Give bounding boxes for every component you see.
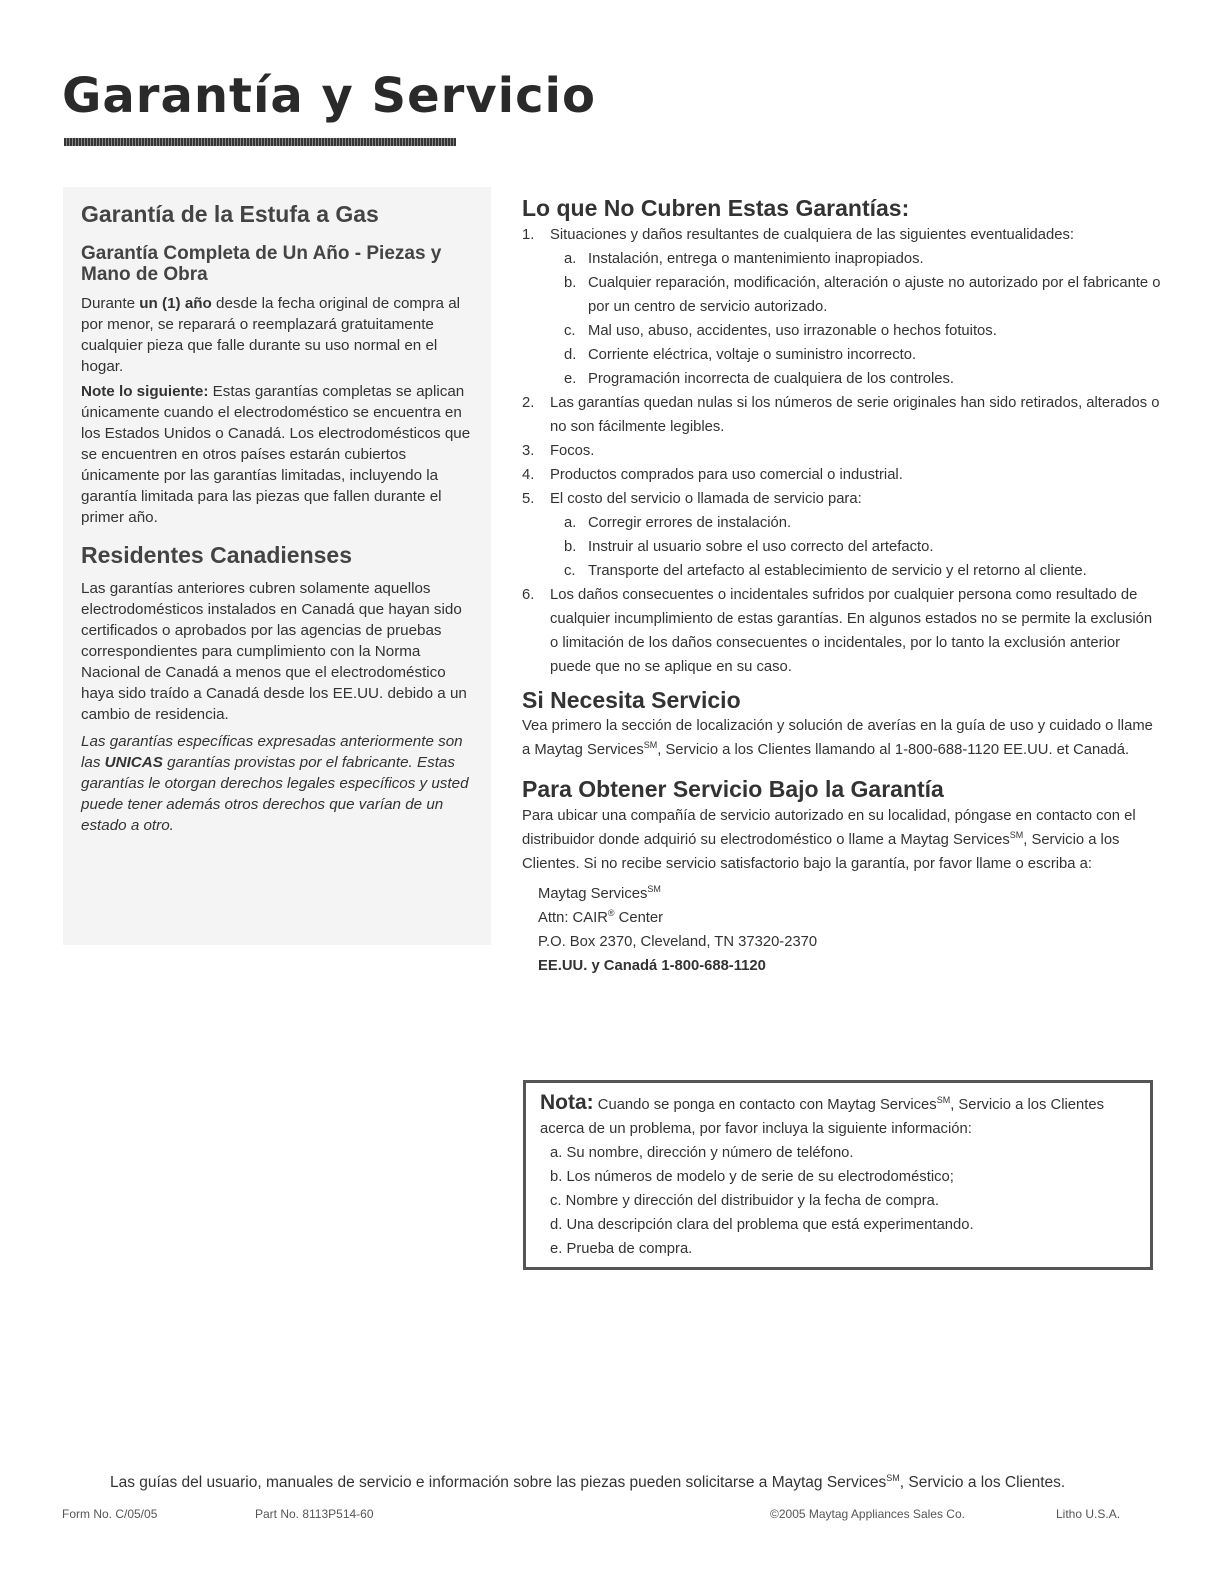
sub-item-text: Instalación, entrega o mantenimiento inapropiados. xyxy=(588,250,924,267)
not-covered-heading: Lo que No Cubren Estas Garantías: xyxy=(522,195,910,221)
sub-item xyxy=(550,247,1162,271)
not-covered-item xyxy=(522,223,1162,391)
sub-item xyxy=(550,343,1162,367)
service-heading: Si Necesita Servicio xyxy=(522,686,741,713)
not-covered-item xyxy=(522,487,1162,583)
item-text: El costo del servicio o llamada de servicio para: xyxy=(550,490,862,507)
item-number: 2. xyxy=(522,394,535,411)
warranty-paragraph: Durante un (1) año desde la fecha original de compra al por menor, se reparará o reemplazará gratuitamente cualquier pieza que falle durante su uso normal en el hogar. xyxy=(81,295,461,376)
note-item: d. Una descripción clara del problema que está experimentando. xyxy=(550,1217,974,1233)
sub-item xyxy=(550,559,1162,583)
copyright: ©2005 Maytag Appliances Sales Co. xyxy=(770,1507,965,1521)
address-line: Attn: CAIR® Center xyxy=(538,907,664,926)
item-number: 3. xyxy=(522,442,535,459)
item-text: Focos. xyxy=(550,442,595,459)
legal-rights-paragraph: Las garantías específicas expresadas anteriormente son las UNICAS garantías provistas por el fabricante. Estas garantías le otorgan derechos legales específicos y usted puede tener además otros derechos que varían de un estado a otro. xyxy=(81,732,469,834)
note-list xyxy=(540,1141,1136,1261)
item-text: Las garantías quedan nulas si los números de serie originales han sido retirados, alterados o no son fácilmente legibles. xyxy=(550,394,1160,435)
part-number: Part No. 8113P514-60 xyxy=(255,1507,374,1521)
note-box xyxy=(523,1080,1153,1270)
sub-item-letter: c. xyxy=(564,562,576,579)
item-number: 4. xyxy=(522,466,535,483)
canadian-residents-paragraph: Las garantías anteriores cubren solamente aquellos electrodomésticos instalados en Canadá que hayan sido certificados o aprobados por las agencias de pruebas correspondientes para cumplimiento con la Norma Nacional de Canadá a menos que el electrodoméstico haya sido traído a Canadá desde los EE.UU. debido a un cambio de residencia. xyxy=(81,579,467,723)
note-item: b. Los números de modelo y de serie de su electrodoméstico; xyxy=(550,1169,954,1185)
warranty-heading: Garantía de la Estufa a Gas xyxy=(81,201,379,227)
right-column xyxy=(522,195,1162,978)
not-covered-item xyxy=(522,583,1162,679)
litho: Litho U.S.A. xyxy=(1056,1507,1121,1521)
sub-item-letter: d. xyxy=(564,346,577,363)
sub-item-text: Corriente eléctrica, voltaje o suministro incorrecto. xyxy=(588,346,917,363)
address-line: Maytag Services℠ xyxy=(538,883,661,902)
not-covered-item xyxy=(522,391,1162,439)
note-item: a. Su nombre, dirección y número de teléfono. xyxy=(550,1145,854,1161)
not-covered-list xyxy=(522,223,1162,679)
address-line: P.O. Box 2370, Cleveland, TN 37320-2370 xyxy=(538,933,818,950)
item-text: Los daños consecuentes o incidentales sufridos por cualquier persona como resultado de cualquier incumplimiento de estas garantías. En algunos estados no se permite la exclusión o limitación de los daños consecuentes o incidentales, por lo tanto la exclusión anterior puede que no se aplique en su caso. xyxy=(550,586,1153,675)
sub-list xyxy=(550,247,1162,391)
warranty-panel xyxy=(63,187,491,945)
item-text: Situaciones y daños resultantes de cualquiera de las siguientes eventualidades: xyxy=(550,226,1074,243)
page-title: Garantía y Servicio xyxy=(62,68,596,124)
warranty-service-paragraph: Para ubicar una compañía de servicio autorizado en su localidad, póngase en contacto con el distribuidor donde adquirió su electrodoméstico o llame a Maytag Services℠, Servicio a los Clientes. Si no recibe servicio satisfactorio bajo la garantía, por favor llame o escriba a: xyxy=(522,807,1136,872)
sub-item-letter: a. xyxy=(564,250,577,267)
item-number: 5. xyxy=(522,490,535,507)
sub-item-letter: e. xyxy=(564,370,577,387)
sub-item-text: Corregir errores de instalación. xyxy=(588,514,792,531)
sub-item-letter: b. xyxy=(564,274,577,291)
service-paragraph: Vea primero la sección de localización y solución de averías en la guía de uso y cuidado o llame a Maytag Services℠, Servicio a los Clientes llamando al 1-800-688-1120 EE.UU. et Canadá. xyxy=(522,718,1153,759)
mailing-address xyxy=(522,882,1162,978)
title-underline xyxy=(64,138,456,146)
phone-line: EE.UU. y Canadá 1-800-688-1120 xyxy=(538,957,766,974)
sub-item-text: Instruir al usuario sobre el uso correcto del artefacto. xyxy=(588,538,934,555)
sub-item-text: Cualquier reparación, modificación, alteración o ajuste no autorizado por el fabricante o por un centro de servicio autorizado. xyxy=(588,274,1161,315)
note-intro: Nota: Cuando se ponga en contacto con Maytag Services℠, Servicio a los Clientes acerca de un problema, por favor incluya la siguiente información: xyxy=(540,1091,1104,1137)
footer-note: Las guías del usuario, manuales de servicio e información sobre las piezas pueden solicitarse a Maytag Services℠, Servicio a los Clientes. xyxy=(110,1472,1066,1491)
item-text: Productos comprados para uso comercial o industrial. xyxy=(550,466,903,483)
not-covered-item xyxy=(522,439,1162,463)
note-item: c. Nombre y dirección del distribuidor y la fecha de compra. xyxy=(550,1193,940,1209)
sub-item xyxy=(550,271,1162,319)
sub-item-text: Transporte del artefacto al establecimiento de servicio y el retorno al cliente. xyxy=(588,562,1087,579)
sub-item-text: Mal uso, abuso, accidentes, uso irrazonable o hechos fotuitos. xyxy=(588,322,997,339)
not-covered-item xyxy=(522,463,1162,487)
note-item: e. Prueba de compra. xyxy=(550,1241,693,1257)
sub-item xyxy=(550,319,1162,343)
sub-item-letter: c. xyxy=(564,322,576,339)
sub-item xyxy=(550,535,1162,559)
sub-item xyxy=(550,511,1162,535)
canadian-residents-heading: Residentes Canadienses xyxy=(81,542,353,569)
item-number: 6. xyxy=(522,586,535,603)
warranty-service-heading: Para Obtener Servicio Bajo la Garantía xyxy=(522,776,944,803)
sub-item-letter: b. xyxy=(564,538,577,555)
sub-item xyxy=(550,367,1162,391)
sub-list xyxy=(550,511,1162,583)
full-warranty-subheading: Garantía Completa de Un Año - Piezas y Mano de Obra xyxy=(81,242,442,285)
sub-item-text: Programación incorrecta de cualquiera de los controles. xyxy=(588,370,955,387)
note-paragraph: Note lo siguiente: Estas garantías completas se aplican únicamente cuando el electrodoméstico se encuentra en los Estados Unidos o Canadá. Los electrodomésticos que se encuentren en otros países estarán cubiertos únicamente por las garantías limitadas, incluyendo la garantía limitada para las piezas que fallen durante el primer año. xyxy=(81,383,471,527)
sub-item-letter: a. xyxy=(564,514,577,531)
form-number: Form No. C/05/05 xyxy=(62,1507,158,1521)
item-number: 1. xyxy=(522,226,535,243)
